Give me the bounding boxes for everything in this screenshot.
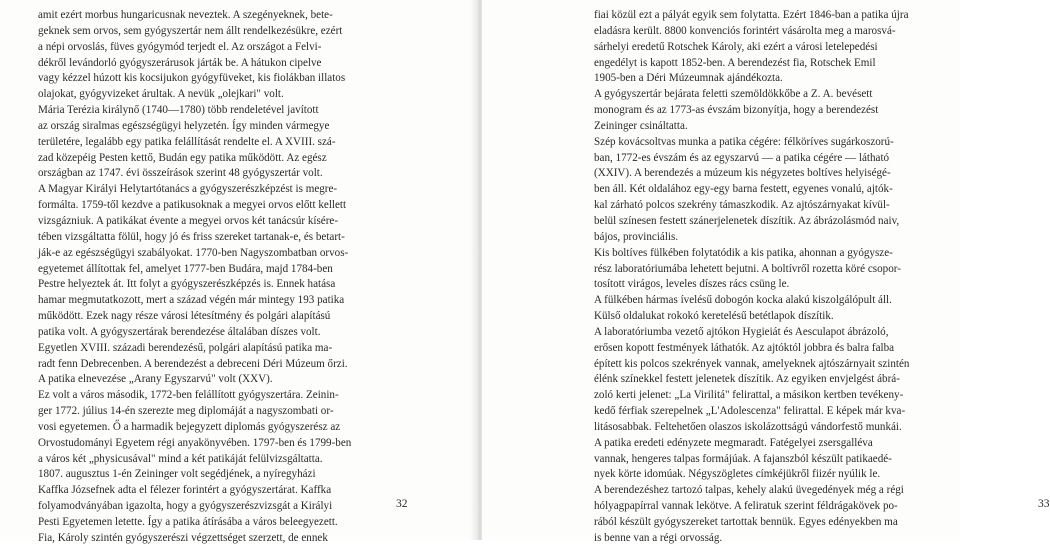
right-page-number: 33: [1038, 498, 1050, 510]
text-line: kedő férfiak szerepelnek „L'Adolescenza" felirattal. E képek már kva-: [594, 405, 906, 418]
text-line: vannak, hengeres talpas formájúak. A fajanszból készült patikaedé-: [594, 452, 892, 465]
text-line: patika volt. A gyógyszertárak berendezése általában díszes volt.: [38, 325, 321, 338]
text-line: A fülkében hármas ívelésű dobogón kocka alakú kiszolgálópult áll.: [594, 294, 892, 307]
text-line: eladásra került. 8800 konvenciós forintért vásárolta meg a marosvá-: [594, 24, 896, 37]
text-line: sárhelyi eredetű Rotschek Károly, aki ezért a városi letelepedési: [594, 40, 878, 53]
text-line: rész laboratóriumába lehetett bejutni. A boltívről rozetta köré csopor-: [594, 262, 901, 275]
text-line: tében vizsgáltatta fölül, hogy jó és friss szereket tartanak-e, és betart-: [38, 230, 345, 243]
text-line: amit ezért morbus hungaricusnak neveztek. A szegényeknek, bete-: [38, 9, 333, 21]
text-line: működött. Ezek nagy része városi létesítmény és polgári alapítású: [38, 310, 331, 323]
text-line: a város két „physicusával" mind a két patikáját felülvizsgáltatta.: [38, 452, 323, 465]
text-line: Kis boltíves fülkében folytatódik a kis patika, ahonnan a gyógysze-: [594, 246, 893, 259]
text-line: litásosabbak. Feltehetően olaszos iskolázottságú vándorfestő munkái.: [594, 420, 902, 433]
text-line: erősen kopott festmények láthatók. Az ajtóktól jobbra és balra falba: [594, 341, 895, 354]
text-line: kal zárható polcos szekrény támaszkodik. Az ajtószárnyakat kívül-: [594, 199, 890, 212]
text-line: tosított virágos, leveles díszes rács csüng le.: [594, 278, 790, 291]
right-page: [482, 0, 1050, 544]
text-line: monogram és az 1773-as évszám bizonyítja, hogy a berendezést: [594, 104, 879, 117]
text-line: a népi orvoslás, füves gyógymód terjedt el. Az országot a Felvi-: [38, 40, 322, 53]
text-line: Pesti Egyetemen letette. Így a patika átírásába a város beleegyezett.: [38, 516, 338, 528]
text-line: A Magyar Királyi Helytartótanács a gyógyszerészképzést is megre-: [38, 183, 338, 196]
text-line: folyamodványában igazolta, hogy a gyógyszerészvizsgát a Királyi: [38, 500, 333, 513]
text-line: A patika eredeti edényzete megmaradt. Fatégelyei zsersgalléva: [594, 436, 873, 449]
text-line: zoló kerti jelenet: „La Virilitá" felirattal, a másikon kertben tevékeny-: [594, 389, 904, 402]
text-line: belül színesen festett szánerjelenetek díszítik. Az ábrázolásmód naiv,: [594, 214, 900, 227]
text-line: is benne van a régi orvosság.: [594, 531, 723, 544]
text-line: 1905-ben a Déri Múzeumnak ajándékozta.: [594, 72, 783, 85]
text-line: Fia, Károly szintén gyógyszerészi végzettséget szerzett, de ennek: [38, 531, 328, 544]
text-line: az ország siralmas egészségügyi helyzetén. Így minden vármegye: [38, 119, 330, 132]
text-line: A patika elnevezése „Arany Egyszarvú" volt (XXV).: [38, 373, 273, 386]
text-line: rából készült gyógyszereket tartottak bennük. Egyes edényekben ma: [594, 516, 898, 528]
text-line: radt fenn Debrecenben. A berendezést a debreceni Déri Múzeum őrzi.: [38, 357, 348, 370]
text-line: Kaffka Józsefnek adta el félezer forintért a gyógyszertárat. Kaffka: [38, 484, 332, 497]
text-line: vizsgázniuk. A patikákat évente a megyei orvos két tanácsúr kísére-: [38, 214, 339, 227]
text-line: nyek körte idomúak. Négyszögletes címkéjükről fiizér nyúlik le.: [594, 468, 881, 481]
right-page-text: [594, 8, 928, 547]
text-line: bájos, provinciális.: [594, 230, 679, 243]
text-line: Orvostudományi Egyetem régi anyakönyvében. 1797-ben és 1799-ben: [38, 436, 352, 449]
left-page: [0, 0, 478, 544]
text-line: (XXIV). A berendezés a múzeum kis négyzetes boltíves helyiségé-: [594, 167, 891, 180]
text-line: egyetemet állítottak fel, amelyet 1777-ben Budára, majd 1784-ben: [38, 262, 333, 275]
text-line: vagy kézzel húzott kis kocsijukon gyógyfüveket, kis fiolákban illatos: [38, 72, 346, 85]
text-line: geknek sem orvos, sem gyógyszertár nem állt rendelkezésükre, ezért: [38, 24, 343, 37]
text-line: Zeininger csináltatta.: [594, 119, 688, 132]
text-line: fiai közül ezt a pályát egyik sem folytatta. Ezért 1846-ban a patika újra: [594, 9, 909, 21]
text-line: hamar megmutatkozott, mert a század végén már mintegy 193 patika: [38, 294, 345, 307]
text-line: formálta. 1759-től kezdve a patikusoknak a megyei orvos előtt kellett: [38, 199, 347, 212]
text-line: Szép kovácsoltvas munka a patika cégére: félköríves sugárkoszorú-: [594, 135, 894, 148]
text-line: Mária Terézia királynő (1740—1780) több rendeletével javított: [38, 104, 319, 117]
text-line: ják-e az egészségügyi szabályokat. 1770-ben Nagyszombatban orvos-: [38, 246, 349, 259]
text-line: A berendezéshez tartozó talpas, kehely alakú üvegedények még a régi: [594, 484, 904, 497]
text-line: Pestre helyeztek át. Itt folyt a gyógyszerészképzés is. Ennek hatása: [38, 278, 336, 291]
text-line: dékről levándorló gyógyszerárusok járták be. A hátukon cipelve: [38, 56, 322, 69]
text-line: épített kis polcos szekrények vannak, amelyeknek ajtószárnyait szintén: [594, 357, 910, 370]
text-line: Külső oldalukat rokokó keretelésű betétlapok díszítik.: [594, 310, 834, 323]
text-line: országban az 1747. évi összeírások szerint 48 gyógyszertár volt.: [38, 167, 323, 180]
text-line: területére, legalább egy patika felállítását rendelte el. A XVIII. szá-: [38, 135, 336, 148]
text-line: zad közepéig Pesten kettő, Budán egy patika működött. Az egész: [38, 151, 327, 164]
text-line: A laboratóriumba vezető ajtókon Hygieiát és Aesculapot ábrázoló,: [594, 325, 889, 338]
text-line: vosi egyetemen. Ő a harmadik bejegyzett diplomás gyógyszerész az: [38, 420, 341, 433]
text-line: hólyagpapírral vannak lekötve. A feliratuk szerint féldrágakövek po-: [594, 500, 898, 513]
text-line: engedélyt is kapott 1852-ben. A berendezést fia, Rotschek Emil: [594, 56, 876, 69]
left-page-text: [38, 8, 368, 547]
text-line: élénk színekkel festett jelenetek díszítik. Az egyiken envjelgést ábrá-: [594, 373, 900, 386]
text-line: ger 1772. július 14-én szerezte meg diplomáját a nagyszombati or-: [38, 405, 334, 418]
text-line: 1807. augusztus 1-én Zeininger volt segédjének, a nyíregyházi: [38, 468, 316, 481]
left-page-number: 32: [396, 498, 408, 510]
text-line: Ez volt a város második, 1772-ben felállított gyógyszertára. Zeinin-: [38, 389, 339, 402]
text-line: ban, 1772-es évszám és az egyszarvú — a patika cégére — látható: [594, 151, 890, 164]
text-line: Egyetlen XVIII. századi berendezésű, polgári alapítású patika ma-: [38, 341, 333, 354]
text-line: olajokat, gyógyvizeket árultak. A nevük „olejkari" volt.: [38, 88, 284, 101]
text-line: A gyógyszertár bejárata feletti szemöldökkőbe a Z. A. bevésett: [594, 88, 873, 101]
text-line: ben áll. Két oldalához egy-egy barna festett, egyenes vonalú, ajtók-: [594, 183, 893, 196]
